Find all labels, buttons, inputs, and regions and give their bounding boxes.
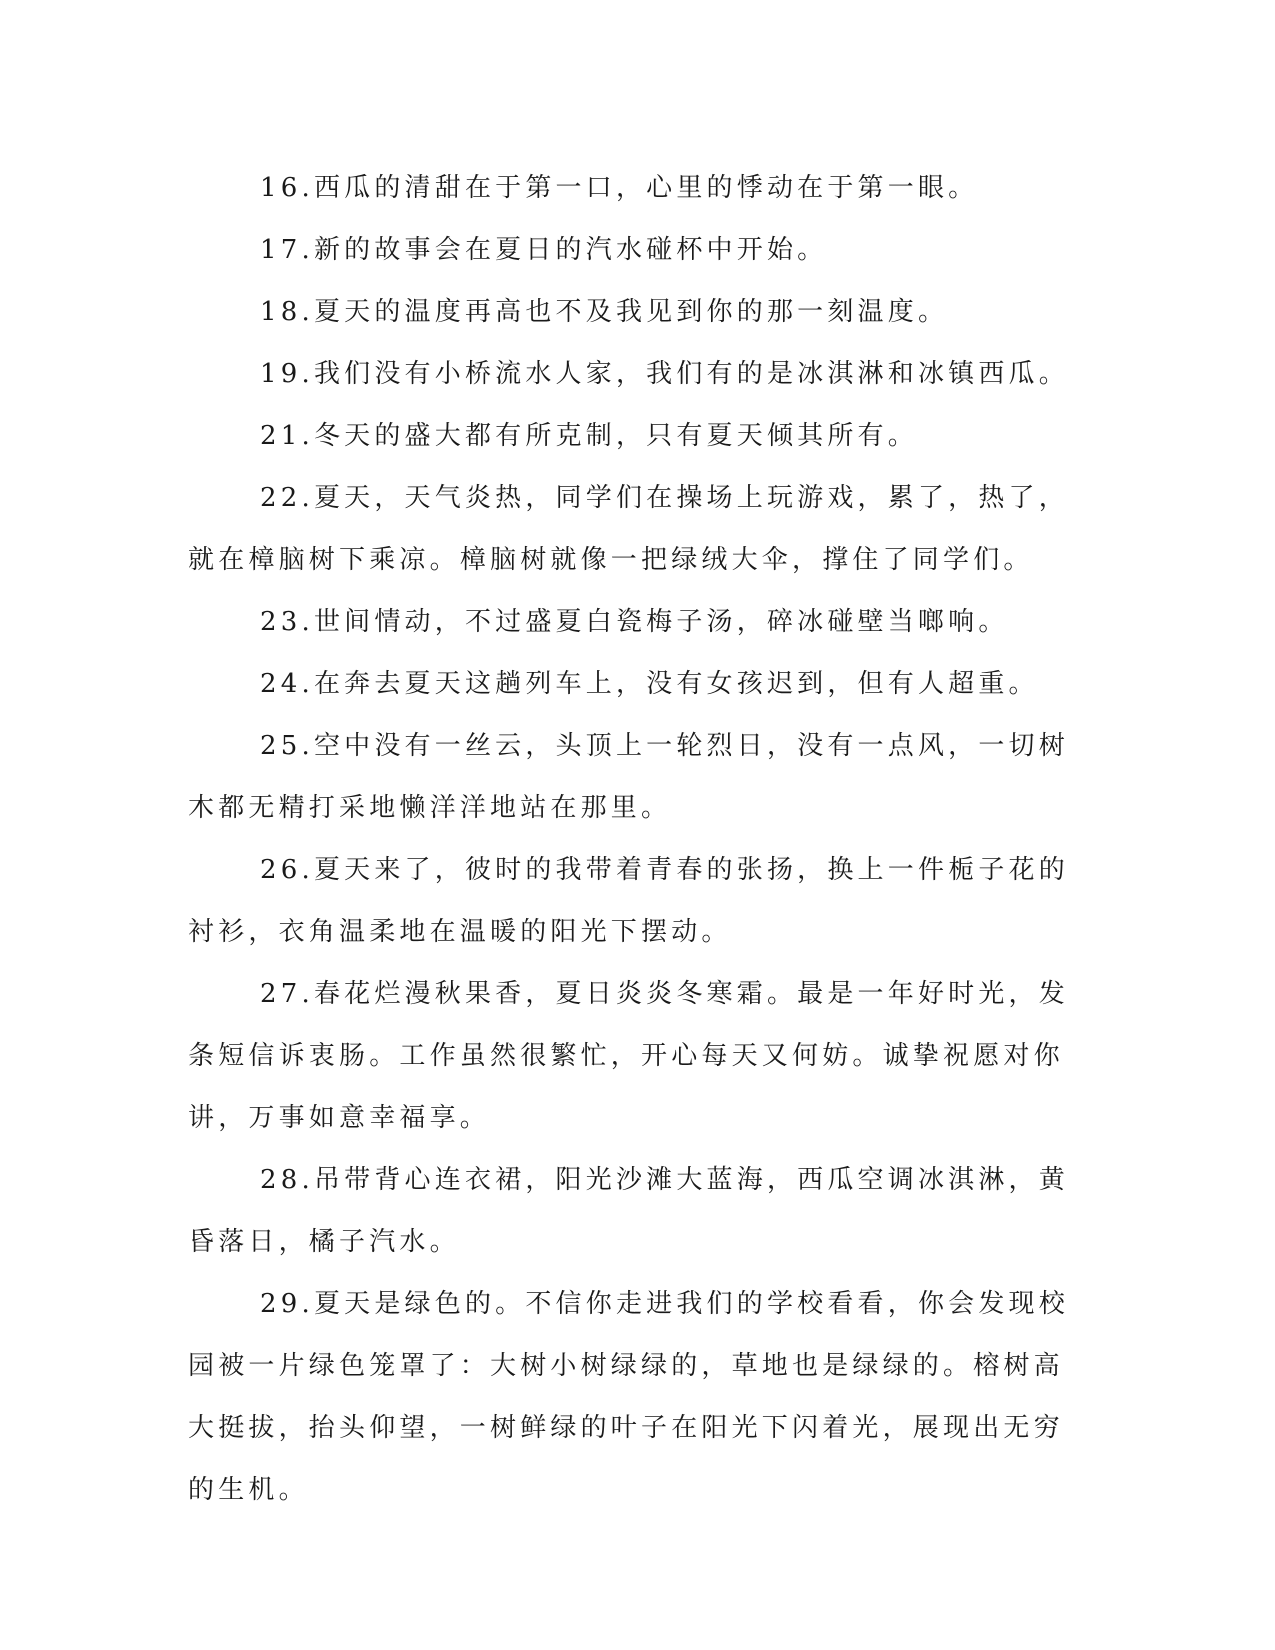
paragraph-19: 19.我们没有小桥流水人家，我们有的是冰淇淋和冰镇西瓜。 [260, 359, 1069, 389]
paragraph-17: 17.新的故事会在夏日的汽水碰杯中开始。 [260, 235, 828, 265]
paragraph-16: 16.西瓜的清甜在于第一口，心里的悸动在于第一眼。 [260, 173, 979, 203]
paragraph-21: 21.冬天的盛大都有所克制，只有夏天倾其所有。 [260, 421, 918, 451]
paragraph-24: 24.在奔去夏天这趟列车上，没有女孩迟到，但有人超重。 [260, 669, 1039, 699]
paragraph-22: 22.夏天，天气炎热，同学们在操场上玩游戏，累了，热了，就在樟脑树下乘凉。樟脑树就像一把绿绒大伞，撑住了同学们。 [188, 483, 1069, 575]
document-body [188, 157, 1078, 1521]
paragraph-23: 23.世间情动，不过盛夏白瓷梅子汤，碎冰碰壁当啷响。 [260, 607, 1009, 637]
paragraph-27: 27.春花烂漫秋果香，夏日炎炎冬寒霜。最是一年好时光，发条短信诉衷肠。工作虽然很繁忙，开心每天又何妨。诚挚祝愿对你讲，万事如意幸福享。 [188, 979, 1069, 1133]
paragraph-18: 18.夏天的温度再高也不及我见到你的那一刻温度。 [260, 297, 949, 327]
paragraph-26: 26.夏天来了，彼时的我带着青春的张扬，换上一件栀子花的衬衫，衣角温柔地在温暖的阳光下摆动。 [188, 855, 1069, 947]
paragraph-28: 28.吊带背心连衣裙，阳光沙滩大蓝海，西瓜空调冰淇淋，黄昏落日，橘子汽水。 [188, 1165, 1069, 1257]
paragraph-25: 25.空中没有一丝云，头顶上一轮烈日，没有一点风，一切树木都无精打采地懒洋洋地站在那里。 [188, 731, 1069, 823]
paragraph-29: 29.夏天是绿色的。不信你走进我们的学校看看，你会发现校园被一片绿色笼罩了：大树小树绿绿的，草地也是绿绿的。榕树高大挺拔，抬头仰望，一树鲜绿的叶子在阳光下闪着光，展现出无穷的生机。 [188, 1289, 1069, 1505]
